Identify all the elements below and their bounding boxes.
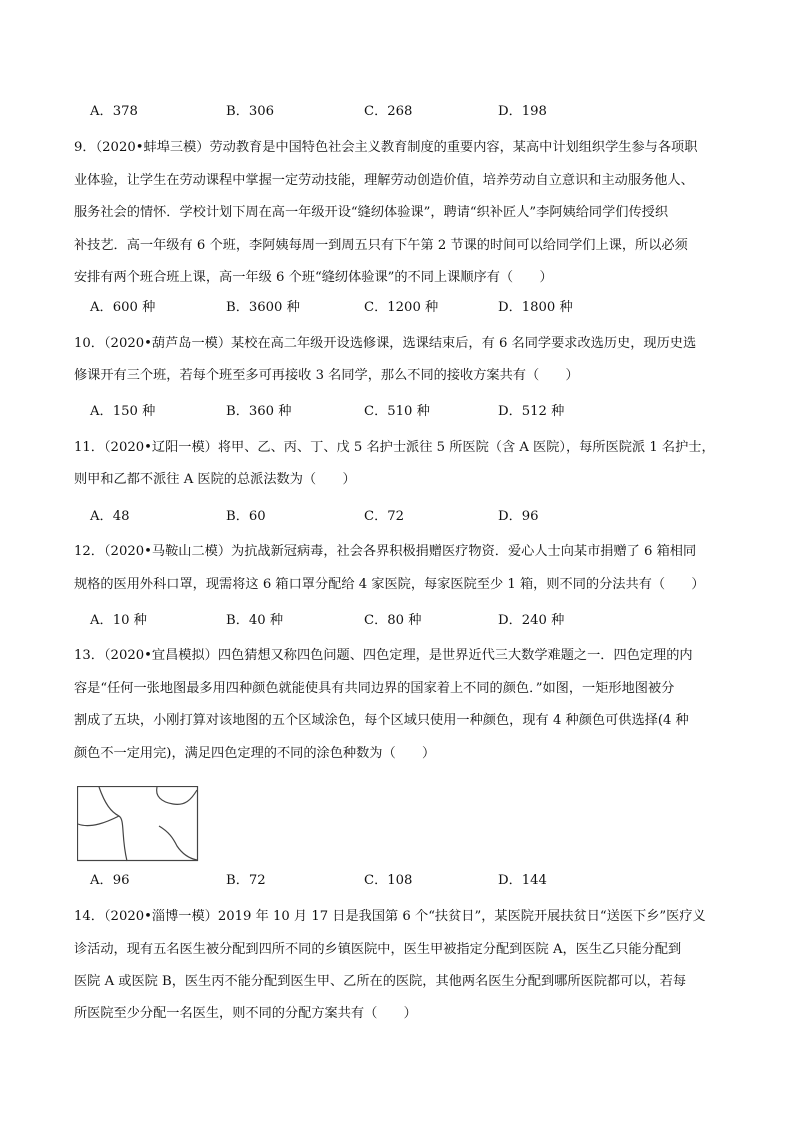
q11-option-c: C．72 [364, 509, 405, 524]
q10-stem-line: 10．（2020•葫芦岛一模）某校在高二年级开设选修课，选课结束后，有 6 名同学要求改选历史，现历史选 [74, 336, 697, 351]
q9-option-d: D．1800 种 [498, 300, 573, 315]
q8-option-b: B．306 [226, 104, 275, 119]
q12-option-d: D．240 种 [498, 613, 565, 628]
q9-stem-line: 服务社会的情怀．学校计划下周在高一年级开设“缝纫体验课”，聘请“织补匠人”李阿姨给同学们传授织 [74, 205, 669, 220]
q14-stem-line: 14．（2020•淄博一模）2019 年 10 月 17 日是我国第 6 个“扶贫日”，某医院开展扶贫日“送医下乡”医疗义 [74, 909, 706, 924]
q12-stem-line: 12．（2020•马鞍山二模）为抗战新冠病毒，社会各界积极捐赠医疗物资．爱心人士向某市捐赠了 6 箱相同 [74, 544, 697, 559]
q9-stem-line: 9．（2020•蚌埠三模）劳动教育是中国特色社会主义教育制度的重要内容，某高中计划组织学生参与各项职 [74, 140, 698, 155]
q9-stem-line: 安排有两个班合班上课，高一年级 6 个班“缝纫体验课”的不同上课顺序有（ ） [74, 270, 553, 285]
q13-stem-line: 颜色不一定用完)，满足四色定理的不同的涂色种数为（ ） [74, 746, 436, 761]
q11-stem-line: 11．（2020•辽阳一模）将甲、乙、丙、丁、戊 5 名护士派往 5 所医院（含 A 医院），每所医院派 1 名护士， [74, 440, 715, 455]
q9-stem-line: 补技艺．高一年级有 6 个班，李阿姨每周一到周五只有下午第 2 节课的时间可以给同学们上课，所以必须 [74, 238, 688, 253]
q11-option-d: D．96 [498, 509, 539, 524]
q13-option-b: B．72 [226, 873, 266, 888]
q14-stem-line: 医院 A 或医院 B，医生丙不能分配到医生甲、乙所在的医院，其他两名医生分配到哪所医院都可以，若每 [74, 974, 687, 989]
map-boundary-left [99, 787, 127, 861]
q9-options [90, 298, 730, 318]
q13-stem-line: 容是“任何一张地图最多用四种颜色就能使具有共同边界的国家着上不同的颜色．”如图，一矩形地图被分 [74, 681, 675, 696]
q11-options [90, 507, 730, 527]
q9-option-a: A．600 种 [90, 300, 156, 315]
q8-options [90, 102, 730, 122]
q10-options [90, 402, 730, 422]
q9-option-c: C．1200 种 [364, 300, 439, 315]
q14-stem-line: 所医院至少分配一名医生，则不同的分配方案共有（ ） [74, 1006, 417, 1021]
map-boundary-bottom-left [78, 816, 119, 826]
q11-option-b: B．60 [226, 509, 266, 524]
q12-option-b: B．40 种 [226, 613, 284, 628]
rectangular-map-figure [77, 786, 199, 862]
q13-option-d: D．144 [498, 873, 547, 888]
q10-option-c: C．510 种 [364, 404, 430, 419]
q10-option-a: A．150 种 [90, 404, 156, 419]
q13-option-a: A．96 [90, 873, 130, 888]
q10-stem-line: 修课开有三个班，若每个班至多可再接收 3 名同学，那么不同的接收方案共有（ ） [74, 368, 579, 383]
q12-stem-line: 规格的医用外科口罩，现需将这 6 箱口罩分配给 4 家医院，每家医院至少 1 箱，则不同的分法共有（ ） [74, 577, 705, 592]
q13-options [90, 871, 730, 891]
q12-option-a: A．10 种 [90, 613, 147, 628]
q8-option-a: A．378 [90, 104, 138, 119]
q14-stem-line: 诊活动，现有五名医生被分配到四所不同的乡镇医院中，医生甲被指定分配到医院 A，医生乙只能分配到 [74, 942, 682, 957]
q11-stem-line: 则甲和乙都不派往 A 医院的总派法数为（ ） [74, 472, 356, 487]
q13-stem-line: 割成了五块，小刚打算对该地图的五个区域涂色，每个区域只使用一种颜色，现有 4 种颜色可供选择(4 种 [74, 713, 689, 728]
q8-option-c: C．268 [364, 104, 413, 119]
q9-option-b: B．3600 种 [226, 300, 300, 315]
q10-option-d: D．512 种 [498, 404, 565, 419]
map-boundary-top-right [157, 787, 197, 804]
q13-stem-line: 13．（2020•宜昌模拟）四色猜想又称四色问题、四色定理，是世界近代三大数学难题之一．四色定理的内 [74, 648, 693, 663]
q13-option-c: C．108 [364, 873, 413, 888]
q9-stem-line: 业体验，让学生在劳动课程中掌握一定劳动技能，理解劳动创造价值，培养劳动自立意识和主动服务他人、 [74, 173, 694, 188]
q10-option-b: B．360 种 [226, 404, 292, 419]
q11-option-a: A．48 [90, 509, 130, 524]
q8-option-d: D．198 [498, 104, 547, 119]
q12-options [90, 611, 730, 631]
map-boundary-bottom-right [159, 826, 197, 860]
q12-option-c: C．80 种 [364, 613, 422, 628]
